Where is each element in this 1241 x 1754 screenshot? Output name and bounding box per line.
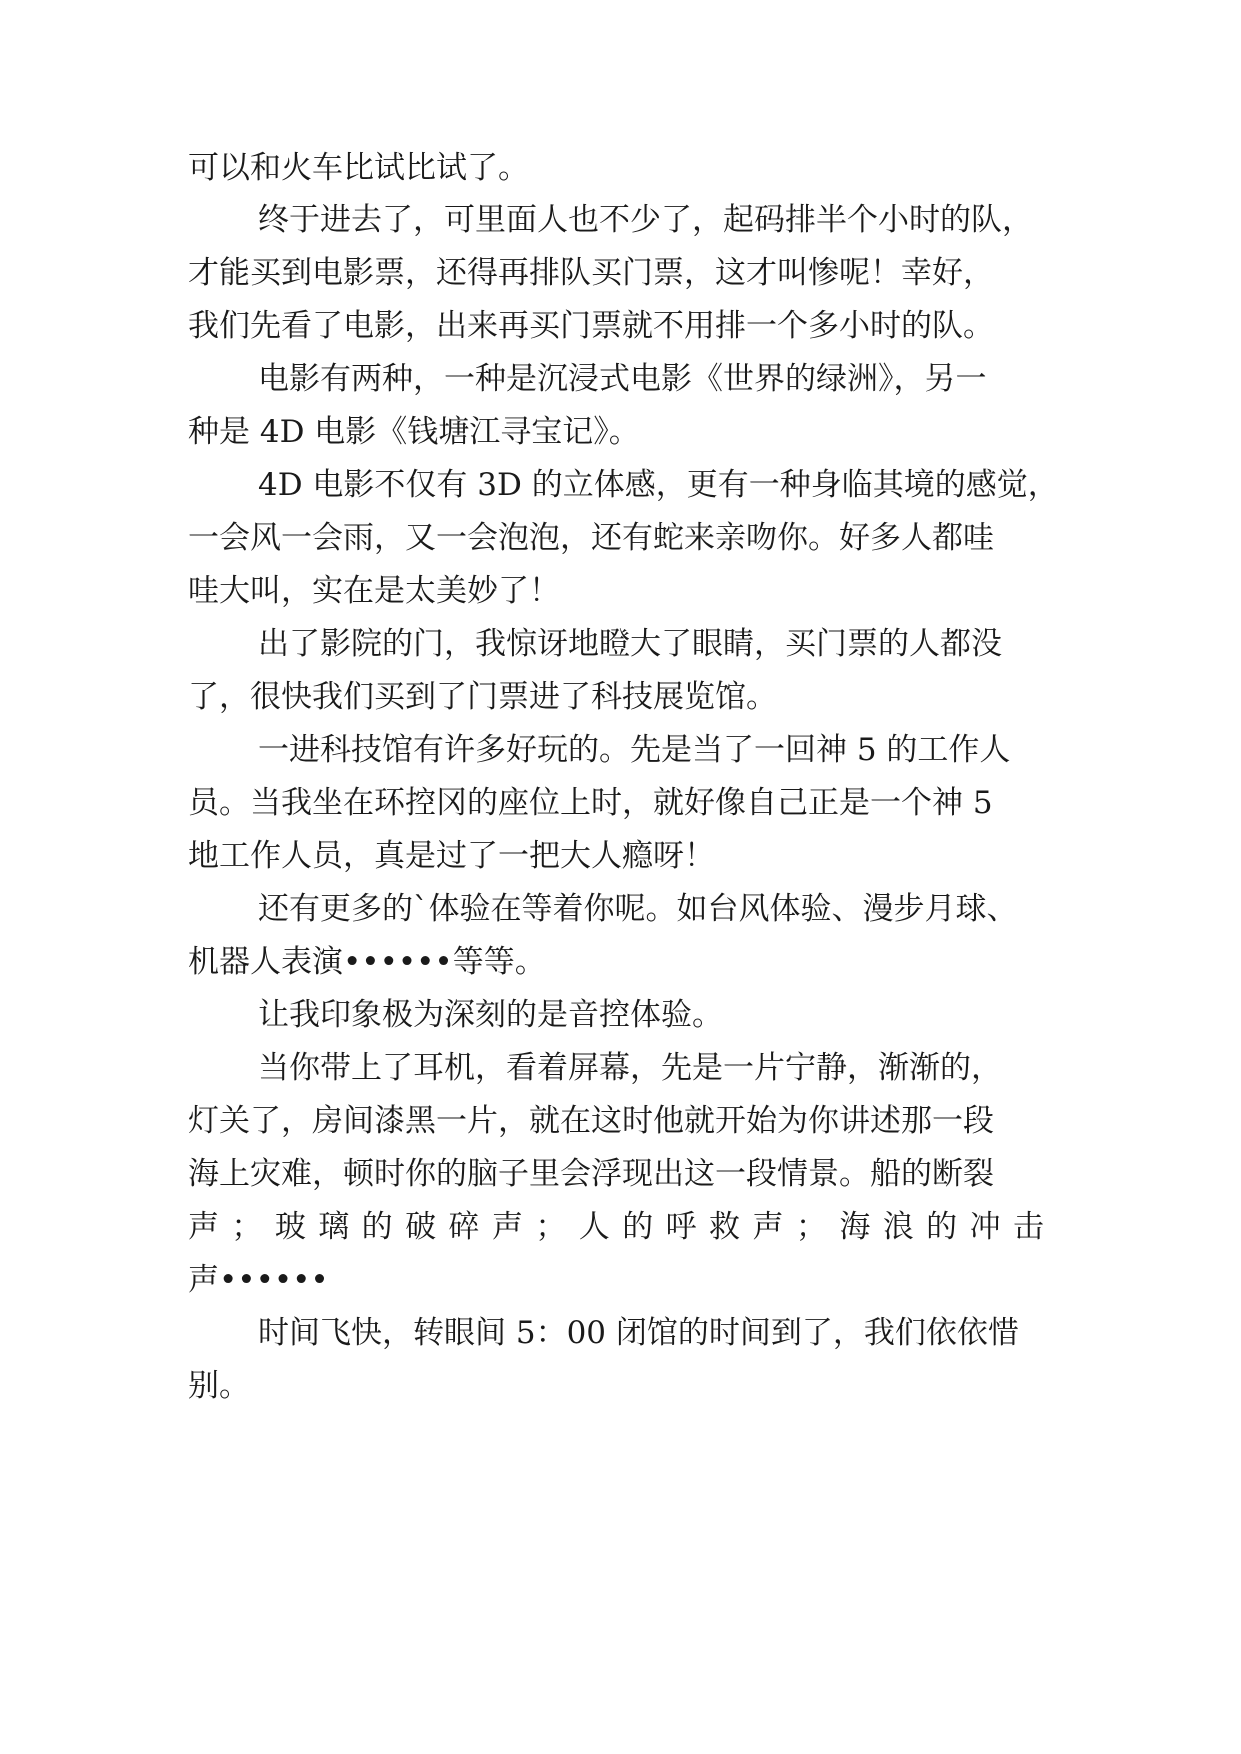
line-text: 声；玻璃的破碎声；人的呼救声；海浪的冲击 [188,1209,1044,1245]
text-line [0,1197,1241,1257]
line-text: 种是 4D 电影《钱塘江寻宝记》。 [188,414,640,450]
line-text: 让我印象极为深刻的是音控体验。 [258,997,723,1033]
text-line [0,1091,1241,1151]
text-line [0,614,1241,674]
line-text: 电影有两种，一种是沉浸式电影《世界的绿洲》，另一 [258,361,987,397]
text-line [0,985,1241,1045]
text-line [0,879,1241,939]
text-line [0,1038,1241,1098]
text-line [0,508,1241,568]
line-text: 我们先看了电影，出来再买门票就不用排一个多小时的队。 [188,308,994,344]
text-line [0,561,1241,621]
line-text: 一会风一会雨，又一会泡泡，还有蛇来亲吻你。好多人都哇 [188,520,994,556]
line-text: 别。 [188,1368,250,1404]
text-line [0,1356,1241,1416]
text-line [0,1144,1241,1204]
text-line [0,402,1241,462]
line-text: 还有更多的`体验在等着你呢。如台风体验、漫步月球、 [258,891,1018,927]
text-line [0,1250,1241,1310]
line-text: 声•••••• [188,1262,329,1298]
line-text: 才能买到电影票，还得再排队买门票，这才叫惨呢！幸好， [188,255,994,291]
line-text: 出了影院的门，我惊讶地瞪大了眼睛，买门票的人都没 [258,626,1002,662]
line-text: 员。当我坐在环控冈的座位上时，就好像自己正是一个神 5 [188,785,993,821]
text-line [0,932,1241,992]
line-text: 一进科技馆有许多好玩的。先是当了一回神 5 的工作人 [258,732,1011,768]
line-text: 海上灾难，顿时你的脑子里会浮现出这一段情景。船的断裂 [188,1156,994,1192]
line-text: 地工作人员，真是过了一把大人瘾呀！ [188,838,715,874]
text-line [0,138,1241,198]
text-line [0,190,1241,250]
line-text: 终于进去了，可里面人也不少了，起码排半个小时的队， [258,202,1033,238]
text-line [0,1303,1241,1363]
line-text: 灯关了，房间漆黑一片，就在这时他就开始为你讲述那一段 [188,1103,994,1139]
line-text: 哇大叫，实在是太美妙了！ [188,573,560,609]
line-text: 了，很快我们买到了门票进了科技展览馆。 [188,679,777,715]
line-text: 时间飞快，转眼间 5：00 闭馆的时间到了，我们依依惜 [258,1315,1019,1351]
text-line [0,243,1241,303]
text-line [0,826,1241,886]
line-text: 当你带上了耳机，看着屏幕，先是一片宁静，渐渐的， [258,1050,1002,1086]
text-line [0,720,1241,780]
text-line [0,455,1241,515]
line-text: 可以和火车比试比试了。 [188,150,529,186]
text-line [0,349,1241,409]
line-text: 机器人表演••••••等等。 [188,944,546,980]
text-line [0,296,1241,356]
line-text: 4D 电影不仅有 3D 的立体感，更有一种身临其境的感觉， [258,467,1059,503]
text-line [0,773,1241,833]
text-line [0,667,1241,727]
